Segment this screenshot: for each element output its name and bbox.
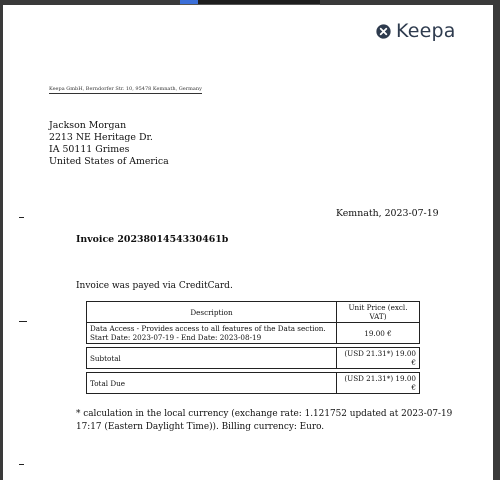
items-table: [86, 301, 420, 344]
recipient-name: Jackson Morgan: [49, 120, 127, 131]
item-period-line: Start Date: 2023-07-19 - End Date: 2023-08-19: [90, 333, 262, 342]
description-header: Description: [87, 302, 337, 323]
recipient-country: United States of America: [49, 156, 169, 167]
subtotal-table: [86, 347, 420, 369]
currency-footnote: * calculation in the local currency (exchange rate: 1.121752 updated at 2023-07-19 17:17 (Eastern Daylight Time)). Billing currency: Euro.: [76, 409, 453, 432]
brand-name: Keepa: [396, 20, 456, 42]
item-price: 19.00 €: [337, 323, 420, 344]
sender-address-line: Keepa GmbH, Berndorfer Str. 10, 95478 Kemnath, Germany: [49, 86, 202, 92]
subtotal-label: Subtotal: [87, 348, 337, 369]
fold-mark-bottom: [19, 464, 24, 465]
punch-mark: [19, 321, 27, 322]
item-description-line: Data Access - Provides access to all features of the Data section.: [90, 324, 326, 333]
recipient-address: [49, 120, 169, 168]
invoice-page: [3, 5, 493, 480]
invoice-title: Invoice 2023801454330461b: [76, 234, 229, 245]
recipient-city: IA 50111 Grimes: [49, 144, 130, 155]
items-header-row: [87, 302, 420, 323]
brand-logo: [376, 19, 456, 43]
toolbar-accent: [180, 0, 198, 4]
keepa-logo-icon: [376, 24, 391, 39]
total-due-label: Total Due: [87, 373, 337, 394]
place-date: Kemnath, 2023-07-19: [336, 208, 439, 219]
fold-mark-top: [19, 217, 24, 218]
recipient-street: 2213 NE Heritage Dr.: [49, 132, 153, 143]
payment-note: Invoice was payed via CreditCard.: [76, 281, 233, 291]
total-due-table: [86, 372, 420, 394]
subtotal-value: (USD 21.31*) 19.00 €: [337, 348, 420, 369]
total-due-value: (USD 21.31*) 19.00 €: [337, 373, 420, 394]
item-description: [87, 323, 337, 344]
total-due-row: [87, 373, 420, 394]
table-row: [87, 323, 420, 344]
subtotal-row: [87, 348, 420, 369]
unit-price-header: Unit Price (excl. VAT): [337, 302, 420, 323]
